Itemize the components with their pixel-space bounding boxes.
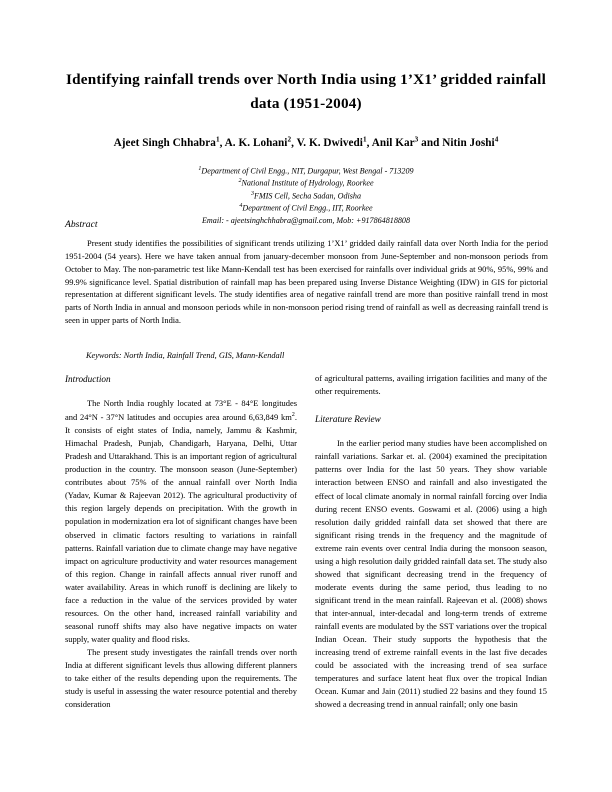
affiliation-item [65,177,547,189]
abstract-heading: Abstract [65,219,98,230]
affiliation-mark: 1 [198,165,202,172]
author-name: Ajeet Singh Chhabra [113,136,216,149]
author-separator: , [219,136,225,149]
body-column-right [315,372,547,711]
author-separator: and [418,136,443,149]
author-affiliation-mark: 1 [362,135,367,144]
affiliation-mark: 3 [250,190,254,197]
contact-line: Email: - ajeetsinghchhabra@gmail.com, Mob: +917864818808 [201,215,411,225]
author-entry [114,137,225,149]
author-affiliation-mark: 3 [414,135,419,144]
author-list [65,135,547,149]
affiliation-list [65,165,547,226]
section-heading-literature-review: Literature Review [315,414,381,425]
column-spacer [315,398,547,412]
author-separator: , [291,136,297,149]
author-entry [297,137,372,149]
affiliation-text: Department of Civil Engg., NIT, Durgapur, West Bengal - 713209 [201,166,414,176]
section-heading-introduction: Introduction [65,374,111,384]
author-affiliation-mark: 2 [287,135,292,144]
affiliation-text: FMIS Cell, Secha Sadan, Odisha [253,191,361,201]
author-name: A. K. Lohani [224,136,288,149]
literature-review-paragraph-1: In the earlier period many studies have been accomplished on rainfall variations. Sarkar et. al. (2004) examined the precipitation patterns over India for the last 50 years. They show variable interaction between ENSO and rainfall and also investigated the effect of local climate anomaly in normal rainfall forcing over India during recent ENSO events. Goswami et al. (2006) using a high resolution daily gridded rainfall data set showed that there are significant rising trends in the frequency and the magnitude of extreme rain events over central India during the monsoon season, using a high resolution daily gridded rainfall data set. The study also showed that significant decreasing trend in the frequency of moderate events during the same period, thus leading to no significant trend in the mean rainfall. Rajeevan et al. (2008) shows that inter-annual, inter-decadal and long-term trends of extreme rainfall events are modulated by the SST variations over the tropical Indian Ocean. Their study supports the hypothesis that the increasing trend of extreme rainfall events in the last five decades could be associated with the increasing trend of sea surface temperatures and surface latent heat flux over the tropical Indian Ocean. Kumar and Jain (2011) studied 22 basins and they found 15 showed a decreasing trend in annual rainfall; only one basin [315,438,547,710]
keywords-line: Keywords: North India, Rainfall Trend, GIS, Mann-Kendall [86,351,285,360]
affiliation-mark: 2 [238,178,242,185]
abstract-section [65,219,548,327]
intro-paragraph-1: The North India roughly located at 73°E - 84°E longitudes and 24°N - 37°N latitudes and occupies area around 6,63,849 km$^2$. It consists of eight states of India, namely, Jammu & Kashmir, Himachal Pradesh, Punjab, Chandigarh, Haryana, Delhi, Uttar Pradesh and Uttarakhand. This is an important region of agricultural production in the country. The monsoon season (June-September) contributes about 75% of the annual rainfall over North India (Yadav, Kumar & Rajeevan 2012). The agricultural productivity of this region largely depends on precipitation. With the growth in population in modernization era lot of significant changes have been observed in climatic factors resulting to variations in rainfall patterns. Rainfall variation due to climate change may have negative impact on agriculture productivity and water resources management of this region. Change in rainfall affects annual river runoff and water availability. Areas in which runoff is declining are likely to face a reduction in the value of the services provided by water resources. On the other hand, increased rainfall variability and seasonal runoff shifts may also have negative impacts on water supply, water quality and flood risks. [65,398,297,644]
page-title: Identifying rainfall trends over North India using 1’X1’ gridded rainfall data (1951-2004) [66,71,546,112]
intro-paragraph-2: The present study investigates the rainfall trends over north India at different significant levels thus allowing different planners to take either of the results depending upon the requirements. The study is useful in assessing the water resource potential and thereby consideration [65,646,297,710]
body-column-left [65,372,297,711]
author-entry [442,137,498,149]
abstract-body: Present study identifies the possibilities of significant trends utilizing 1’X1’ gridded daily rainfall data over North India for the period 1951-2004 (54 years). Here we have taken annual from january-december monsoon from June-September and non-monsoon periods from October to May. The non-parametric test like Mann-Kendall test has been exercised for rainfalls over individual grids at 90%, 95%, 99% and 99.9% significance level. Spatial distribution of rainfall map has been prepared using Inverse Distance Weighting (IDW) in GIS for pictorial representation at different significant levels. The study identifies area of negative rainfall trend are more than positive rainfall trend in most parts of North India in annual and monsoon periods while in non-monsoon period rising trend of rainfall as well as decreasing rainfall trend is seen in upper parts of North India. [65,238,548,326]
affiliation-text: National Institute of Hydrology, Roorkee [241,178,374,188]
intro-continuation-paragraph: of agricultural patterns, availing irrigation facilities and many of the other requirements. [315,373,547,397]
author-entry [225,137,297,149]
author-name: V. K. Dwivedi [296,136,363,149]
author-affiliation-mark: 1 [215,135,220,144]
affiliation-mark: 4 [239,203,243,210]
affiliation-item [65,190,547,202]
author-name: Anil Kar [371,136,415,149]
affiliation-item [65,202,547,214]
title-block [65,68,547,226]
affiliation-item [65,165,547,177]
author-separator: , [366,136,372,149]
affiliation-text: Department of Civil Engg., IIT, Roorkee [242,203,373,213]
author-affiliation-mark: 4 [494,135,499,144]
author-name: Nitin Joshi [442,136,495,149]
author-entry [372,137,443,149]
